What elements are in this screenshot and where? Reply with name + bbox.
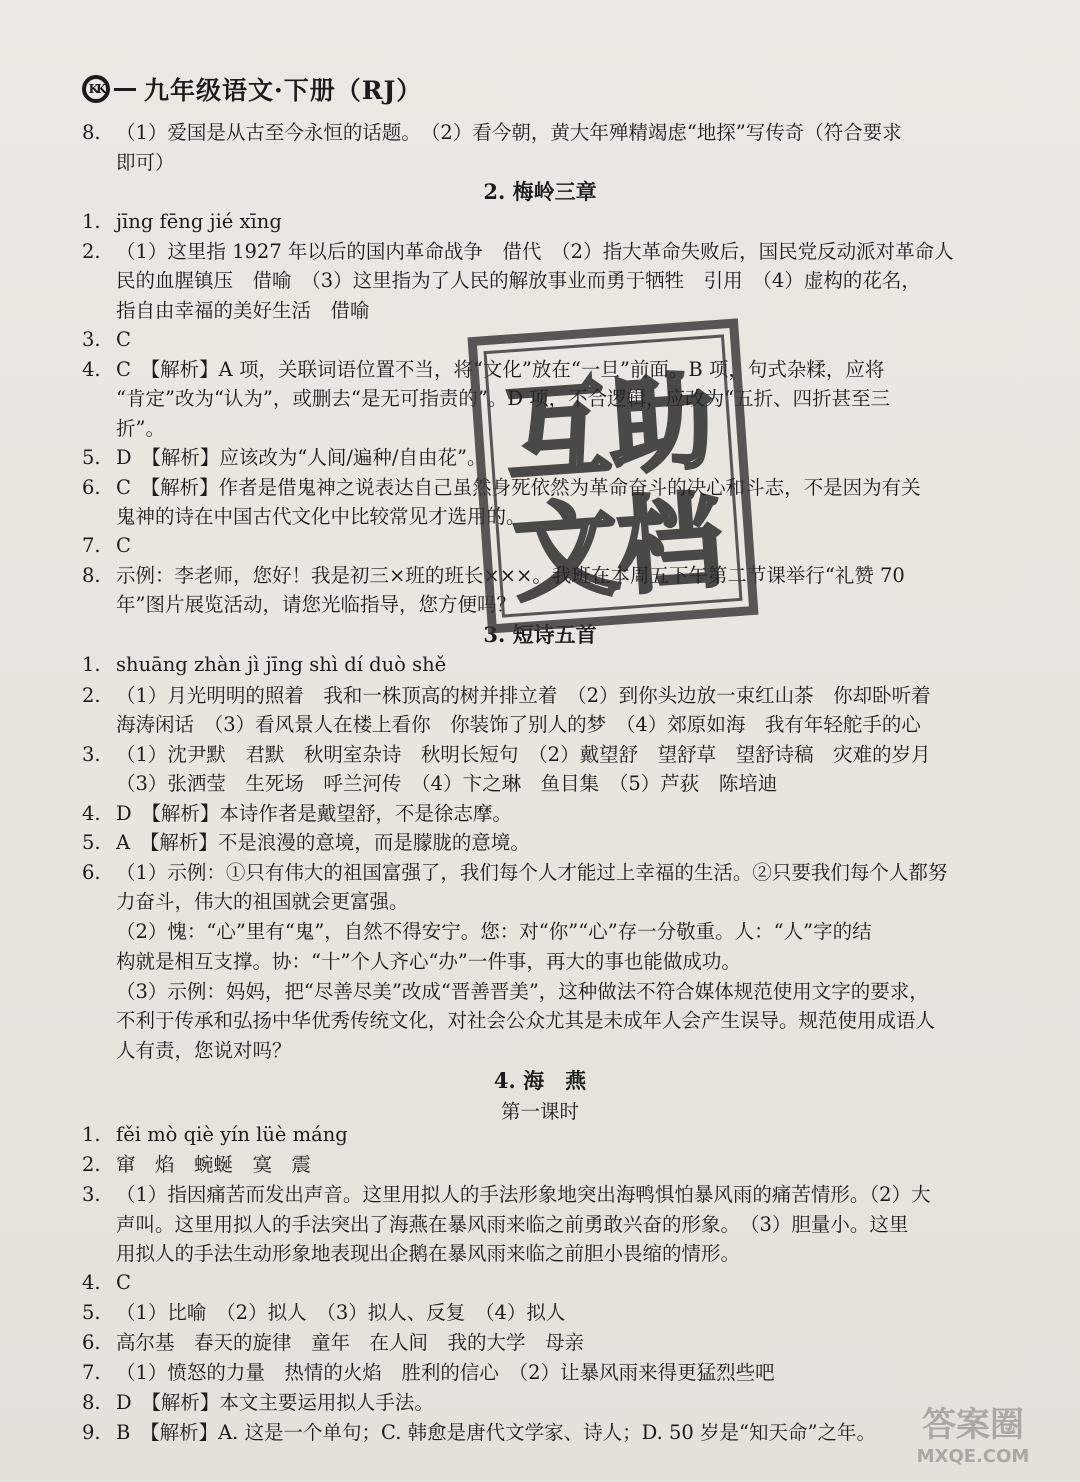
header-divider [114,88,136,91]
item-number: 1. [82,1123,101,1146]
stamp-text-bottom: 文档 [510,479,727,616]
item-number: 8. [82,1391,101,1414]
answer-text: 声叫。这里用拟人的手法突出了海燕在暴风雨来临之前勇敢兴奋的形象。 （3）胆量小。这里 [116,1213,909,1236]
stamp-text-top: 互助 [501,360,718,497]
answer-line [82,118,1000,148]
item-number: 6. [82,476,101,499]
answer-line [82,1268,1000,1298]
answer-text: “肯定”改为“认为”，或删去“是无可指责的”。D 项，不合逻辑，应改为“五折、四折甚至三 [116,387,891,410]
section-heading: 4. 海 燕 [493,1068,587,1093]
item-number: 4. [82,802,101,825]
answer-text: 民的血腥镇压 借喻 （3）这里指为了人民的解放事业而勇于牺牲 引用 （4）虚构的花名， [116,269,921,292]
answer-continuation [82,1006,1000,1036]
page-title: 九年级语文·下册（RJ） [144,76,423,105]
answer-line [82,325,1000,355]
answer-continuation [82,266,1000,296]
answer-line [82,1388,1000,1418]
answer-text: 折”。 [116,417,165,440]
answer-text: C 【解析】A 项，关联词语位置不当，将“文化”放在“一旦”前面。B 项，句式杂糅，应将 [116,358,885,381]
answer-continuation [82,887,1000,917]
answer-line [82,828,1000,858]
answer-line [82,740,1000,770]
answer-text: （1）比喻 （2）拟人 （3）拟人、反复 （4）拟人 [116,1301,566,1324]
corner-watermark-url: MXQE.COM [916,1446,1030,1467]
answer-continuation [82,1210,1000,1240]
answer-continuation [82,1239,1000,1269]
answer-text: 高尔基 春天的旋律 童年 在人间 我的大学 母亲 [116,1331,585,1354]
item-number: 4. [82,1271,101,1294]
answer-line [82,1328,1000,1358]
answer-continuation [82,977,1000,1007]
section-subheading: 第一课时 [500,1100,579,1123]
answer-text: （1）月光明明的照着 我和一株顶高的树并排立着 （2）到你头边放一束红山茶 你却卧听着 [116,684,931,707]
answer-text: D 【解析】应该改为“人间/遍种/自由花”。 [116,446,487,469]
answer-text: 窜 焰 蜿蜒 寞 震 [116,1153,312,1176]
answer-continuation [82,414,1000,444]
answer-text: （2）愧：“心”里有“鬼”，自然不得安宁。您：对“你”“心”存一分敬重。人：“人”字的结 [116,920,872,943]
answer-text: B 【解析】A. 这是一个单句；C. 韩愈是唐代文学家、诗人；D. 50 岁是“知天命”之年。 [116,1421,876,1444]
answer-text: A 【解析】不是浪漫的意境，而是朦胧的意境。 [116,831,530,854]
answer-line [82,1418,1000,1448]
item-number: 9. [82,1421,101,1444]
answer-continuation [82,947,1000,977]
answer-line [82,650,1000,680]
answer-line [82,1358,1000,1388]
answer-text: fěi mò qiè yín lüè máng [116,1123,348,1146]
item-number: 2. [82,1153,101,1176]
answer-text: 年”图片展览活动，请您光临指导，您方便吗？ [116,593,516,616]
answer-text: 即可） [116,151,175,174]
answer-continuation [82,148,1000,178]
item-number: 2. [82,684,101,707]
answer-text: shuāng zhàn jì jīng shì dí duò shě [116,653,447,676]
answer-text: （3）示例：妈妈，把“尽善尽美”改成“晋善晋美”，这种做法不符合媒体规范使用文字的要求， [116,980,929,1003]
item-number: 4. [82,358,101,381]
answer-text: 不利于传承和弘扬中华优秀传统文化，对社会公众尤其是未成年人会产生误导。规范使用成语人 [116,1009,936,1032]
answer-text: D 【解析】本文主要运用拟人手法。 [116,1391,434,1414]
answer-continuation [82,1036,1000,1066]
answer-text: C 【解析】作者是借鬼神之说表达自己虽然身死依然为革命奋斗的决心和斗志，不是因为有关 [116,476,921,499]
answer-text: （1）沈尹默 君默 秋明室杂诗 秋明长短句 （2）戴望舒 望舒草 望舒诗稿 灾难的岁月 [116,743,931,766]
answer-line [82,443,1000,473]
answer-text: 示例：李老师，您好！我是初三×班的班长×××。我班在本周五下午第二节课举行“礼赞 70 [116,564,905,587]
answer-line [82,1180,1000,1210]
answer-text: 用拟人的手法生动形象地表现出企鹅在暴风雨来临之前胆小畏缩的情形。 [116,1242,741,1265]
answer-line [82,355,1000,385]
item-number: 6. [82,1331,101,1354]
answer-text: D 【解析】本诗作者是戴望舒，不是徐志摩。 [116,802,512,825]
answer-continuation [82,296,1000,326]
answer-text: 鬼神的诗在中国古代文化中比较常见才选用的。 [116,505,526,528]
answer-text: C [116,328,131,351]
answer-text: （1）愤怒的力量 热情的火焰 胜利的信心 （2）让暴风雨来得更猛烈些吧 [116,1361,775,1384]
answer-line [82,473,1000,503]
section-heading: 2. 梅岭三章 [483,179,597,204]
answer-text: C [116,1271,131,1294]
section-heading: 3. 短诗五首 [483,622,597,647]
answer-continuation [82,769,1000,799]
item-number: 5. [82,1301,101,1324]
item-number: 1. [82,210,101,233]
answer-line [82,1298,1000,1328]
corner-watermark-main: 答案圈 [922,1405,1024,1445]
item-number: 7. [82,1361,101,1384]
item-number: 2. [82,240,101,263]
answer-line [82,561,1000,591]
answer-line [82,207,1000,237]
item-number: 6. [82,861,101,884]
answer-line [82,531,1000,561]
item-number: 3. [82,1183,101,1206]
item-number: 8. [82,564,101,587]
answer-continuation [82,384,1000,414]
answer-text: （1）指因痛苦而发出声音。这里用拟人的手法形象地突出海鸭惧怕暴风雨的痛苦情形。（2）大 [116,1183,931,1206]
answer-continuation [82,590,1000,620]
answer-text: jīng fēng jié xīng [116,210,282,233]
page-header [82,72,422,106]
item-number: 3. [82,743,101,766]
item-number: 5. [82,831,101,854]
answer-text: 海涛闲话 （3）看风景人在楼上看你 你装饰了别人的梦 （4）郊原如海 我有年轻舵手的心 [116,713,921,736]
answer-text: （1）爱国是从古至今永恒的话题。 （2）看今朝，黄大年殚精竭虑“地探”写传奇（符合要求 [116,121,902,144]
item-number: 1. [82,653,101,676]
answer-text: 指自由幸福的美好生活 借喻 [116,299,370,322]
answer-continuation [82,917,1000,947]
item-number: 7. [82,534,101,557]
item-number: 3. [82,328,101,351]
answer-line [82,1120,1000,1150]
answer-text: 构就是相互支撑。协：“十”个人齐心“办”一件事，再大的事也能做成功。 [116,950,741,973]
item-number: 8. [82,121,101,144]
answer-continuation [82,710,1000,740]
answer-line [82,237,1000,267]
answer-text: （3）张洒莹 生死场 呼兰河传 （4）卞之琳 鱼目集 （5）芦荻 陈培迪 [116,772,778,795]
answer-line [82,858,1000,888]
item-number: 5. [82,446,101,469]
answer-line [82,799,1000,829]
answer-text: 人有责，您说对吗？ [116,1039,292,1062]
answer-text: C [116,534,131,557]
answer-text: （1）这里指 1927 年以后的国内革命战争 借代 （2）指大革命失败后，国民党反动派对革命人 [116,240,954,263]
answer-continuation [82,502,1000,532]
answer-line [82,1150,1000,1180]
answer-text: （1）示例：①只有伟大的祖国富强了，我们每个人才能过上幸福的生活。②只要我们每个人都努 [116,861,948,884]
answer-line [82,681,1000,711]
answer-text: 力奋斗，伟大的祖国就会更富强。 [116,890,409,913]
book-logo-icon: KK [82,75,110,103]
